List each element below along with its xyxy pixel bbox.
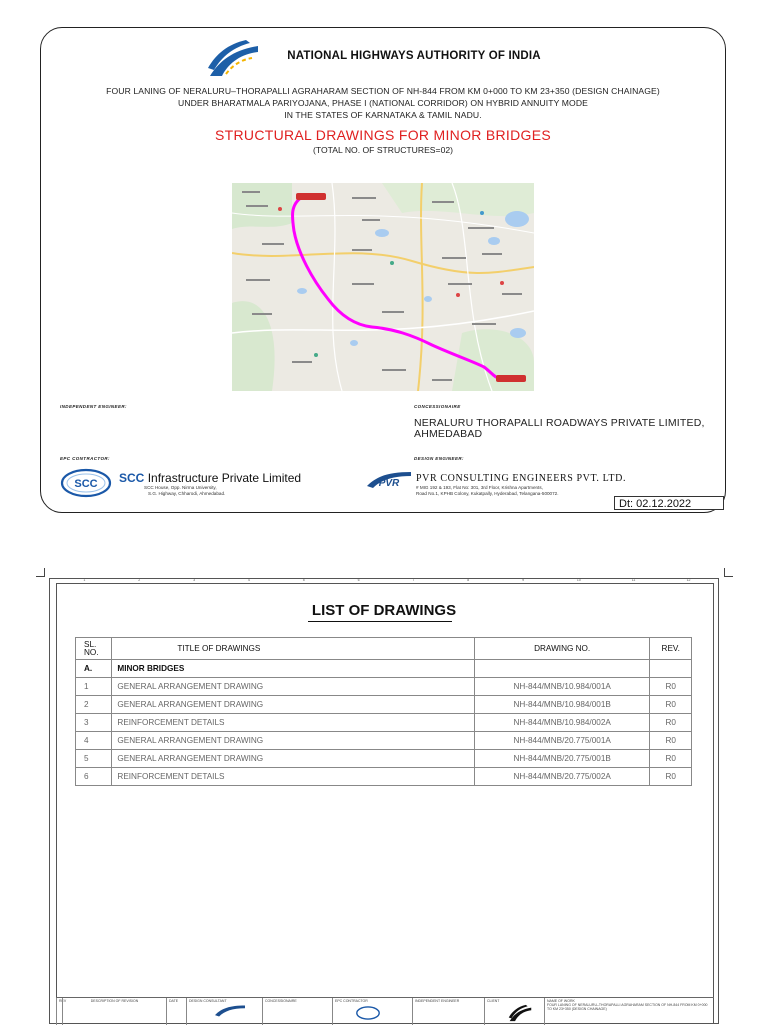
tb-design-consultant-label: DESIGN CONSULTANT: [189, 999, 227, 1003]
grid-ref-number: 3: [193, 578, 196, 582]
grid-ref-number: 11: [631, 578, 636, 582]
row-sl-no: 6: [76, 768, 112, 786]
drawing-set-subtitle: (TOTAL NO. OF STRUCTURES=02): [313, 145, 453, 155]
design-engineer-name: PVR CONSULTING ENGINEERS PVT. LTD.: [416, 473, 627, 484]
tb-client-label: CLIENT: [487, 999, 500, 1003]
row-rev: R0: [650, 768, 692, 786]
crop-mark-left: [36, 568, 45, 577]
row-title: GENERAL ARRANGEMENT DRAWING: [112, 750, 474, 768]
grid-ref-number: 10: [576, 578, 581, 582]
row-sl-no: 1: [76, 678, 112, 696]
epc-contractor-name: [119, 471, 301, 485]
tb-name-of-work-text: FOUR LANING OF NERALURU–THORAPALLI AGRAHARAM SECTION OF NH-844 FROM KM 0+000 TO KM 23+350 (DESIGN CHAINAGE): [547, 1003, 708, 1011]
row-title: GENERAL ARRANGEMENT DRAWING: [112, 732, 474, 750]
tb-description: DESCRIPTION OF REVISION: [62, 998, 166, 1025]
table-header-row: [76, 638, 692, 660]
row-drawing-no: NH-844/MNB/20.775/002A: [474, 768, 650, 786]
header-sl-no: SL. NO.: [76, 638, 112, 660]
row-rev: R0: [650, 750, 692, 768]
grid-ref-number: 6: [357, 578, 360, 582]
tb-nhai-logo-icon: [507, 1004, 533, 1022]
epc-contractor-label: EPC CONTRACTOR:: [60, 456, 110, 461]
row-rev: R0: [650, 714, 692, 732]
drawing-set-title: STRUCTURAL DRAWINGS FOR MINOR BRIDGES: [215, 127, 551, 143]
tb-design-consultant: [186, 998, 262, 1025]
row-drawing-no: NH-844/MNB/10.984/002A: [474, 714, 650, 732]
pvr-logo-icon: [367, 470, 411, 490]
grid-ref-number: 2: [138, 578, 141, 582]
row-sl-no: 3: [76, 714, 112, 732]
tb-name-of-work: [544, 998, 714, 1025]
row-sl-no: 2: [76, 696, 112, 714]
tb-client: [484, 998, 544, 1025]
row-sl-no: 4: [76, 732, 112, 750]
project-description-line-3: IN THE STATES OF KARNATAKA & TAMIL NADU.: [284, 110, 482, 120]
grid-ref-number: 4: [247, 578, 250, 582]
epc-address-line-1: SCC House, Opp. Nirma University,: [144, 485, 217, 490]
list-title: LIST OF DRAWINGS: [311, 602, 457, 619]
tb-rev: REV: [56, 998, 62, 1025]
row-rev: R0: [650, 732, 692, 750]
row-title: REINFORCEMENT DETAILS: [112, 768, 474, 786]
tb-concessionaire: CONCESSIONAIRE: [262, 998, 332, 1025]
tb-date: DATE: [166, 998, 186, 1025]
route-end-marker: [496, 375, 526, 382]
pvr-logo-text: PVR: [378, 478, 400, 489]
row-drawing-no: NH-844/MNB/20.775/001B: [474, 750, 650, 768]
grid-ref-number: 1: [83, 578, 86, 582]
epc-address-line-2: S.G. Highway, Chharodi, Ahmedabad.: [148, 491, 226, 496]
design-engineer-label: DESIGN ENGINEER:: [414, 456, 464, 461]
scc-logo-icon: [60, 468, 112, 498]
grid-ref-number: 12: [686, 578, 691, 582]
title-block: [56, 997, 714, 1025]
tb-epc-contractor-label: EPC CONTRACTOR: [335, 999, 368, 1003]
tb-scc-logo-icon: [355, 1006, 381, 1020]
header-drawing-no: DRAWING NO.: [474, 638, 650, 660]
section-empty-cell: [474, 660, 650, 678]
grid-ref-number: 8: [467, 578, 470, 582]
table-row: [76, 750, 692, 768]
grid-ref-number: 5: [302, 578, 305, 582]
issue-date: Dt: 02.12.2022: [614, 496, 724, 510]
table-row: [76, 714, 692, 732]
table-row: [76, 732, 692, 750]
tb-epc-contractor: [332, 998, 412, 1025]
row-drawing-no: NH-844/MNB/10.984/001A: [474, 678, 650, 696]
grid-ref-number: 9: [522, 578, 525, 582]
project-description-line-2: UNDER BHARATMALA PARIYOJANA, PHASE I (NATIONAL CORRIDOR) ON HYBRID ANNUITY MODE: [178, 98, 588, 108]
epc-name-text: Infrastructure Private Limited: [147, 471, 302, 485]
table-row: [76, 696, 692, 714]
concessionaire-label: CONCESSIONAIRE: [414, 404, 461, 409]
drawings-table: [75, 637, 692, 786]
list-title-underline: [308, 621, 452, 622]
epc-brand: SCC: [119, 471, 145, 485]
concessionaire-name-line-1: NERALURU THORAPALLI ROADWAYS PRIVATE LIMITED,: [414, 417, 705, 429]
grid-ref-number: 7: [412, 578, 415, 582]
section-name: MINOR BRIDGES: [112, 660, 474, 678]
row-title: GENERAL ARRANGEMENT DRAWING: [112, 678, 474, 696]
row-title: GENERAL ARRANGEMENT DRAWING: [112, 696, 474, 714]
tb-name-of-work-label: NAME OF WORK: [547, 999, 575, 1003]
header-title: TITLE OF DRAWINGS: [112, 638, 474, 660]
row-drawing-no: NH-844/MNB/10.984/001B: [474, 696, 650, 714]
concessionaire-name: [414, 418, 726, 440]
row-title: REINFORCEMENT DETAILS: [112, 714, 474, 732]
independent-engineer-label: INDEPENDENT ENGINEER:: [60, 404, 127, 409]
row-sl-no: 5: [76, 750, 112, 768]
tb-independent-engineer: INDEPENDENT ENGINEER: [412, 998, 484, 1025]
design-address-line-1: # MIG 192 & 193, Flat No: 301, 3rd Floor, Krishna Apartments,: [416, 485, 543, 490]
row-rev: R0: [650, 696, 692, 714]
tb-pvr-logo-icon: [215, 1004, 245, 1018]
project-description-line-1: FOUR LANING OF NERALURU–THORAPALLI AGRAHARAM SECTION OF NH-844 FROM KM 0+000 TO KM 23+350 (DESIGN CHAINAGE): [106, 86, 660, 96]
section-id: A.: [76, 660, 112, 678]
design-address-line-2: Road No.1, KPHB Colony, Kukatpally, Hyderabad, Telangana-500072.: [416, 491, 559, 496]
section-empty-cell: [650, 660, 692, 678]
concessionaire-name-line-2: AHMEDABAD: [414, 428, 483, 440]
row-rev: R0: [650, 678, 692, 696]
table-row: [76, 678, 692, 696]
section-row: [76, 660, 692, 678]
header-rev: REV.: [650, 638, 692, 660]
table-row: [76, 768, 692, 786]
scc-logo-text: SCC: [74, 478, 98, 490]
route-start-marker: [296, 193, 326, 200]
row-drawing-no: NH-844/MNB/20.775/001A: [474, 732, 650, 750]
route-map: [232, 183, 534, 391]
authority-title: NATIONAL HIGHWAYS AUTHORITY OF INDIA: [287, 50, 541, 62]
crop-mark-right: [724, 568, 733, 577]
